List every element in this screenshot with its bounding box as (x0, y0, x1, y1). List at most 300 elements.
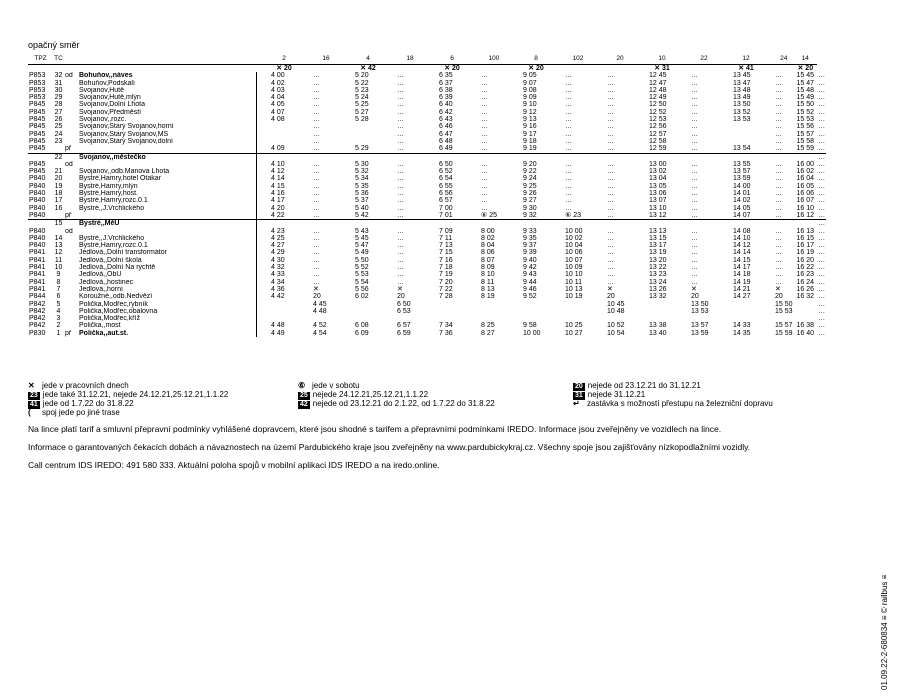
trip-marker: ✕ 20 (444, 65, 460, 72)
time-cell: 5 52 (355, 264, 369, 272)
flag-cell (64, 116, 78, 123)
stop-name: Bystré,Hamry,mlýn (79, 182, 138, 190)
time-cell: … (313, 234, 320, 242)
timetable-row: P853 32 od Bohuňov,,náves 4 00 … 5 20 … 6 35 … 9 05 … … 12 45 … 13 45 … 15 45 … (29, 72, 826, 80)
time-cell (732, 131, 760, 138)
time-cell: … (397, 256, 404, 264)
time-cell: … (397, 94, 404, 102)
tpz-cell: P844 (29, 293, 46, 301)
time-cell: 4 10 (271, 160, 285, 168)
timetable-row: P840 18 Bystré,Hamry,host. 4 16 … 5 36 … 6 56 … 9 26 … … 13 06 … 14 01 … 16 06 … (29, 190, 826, 198)
time-cell (732, 220, 760, 228)
time-cell (270, 308, 298, 315)
time-cell: 4 33 (271, 271, 285, 279)
time-cell: … (313, 204, 320, 212)
time-cell: 10 48 (607, 307, 625, 315)
time-cell: 13 50 (691, 300, 709, 308)
time-cell: … (607, 123, 614, 131)
tc-cell: 17 (54, 197, 63, 205)
time-cell: 7 22 (439, 285, 453, 293)
time-cell: 9 20 (523, 160, 537, 168)
time-cell: 6 54 (439, 175, 453, 183)
tpz-cell: P830 (29, 329, 46, 337)
time-cell: 4 09 (271, 145, 285, 153)
stop-name: Jedlová,,ObÚ (79, 271, 122, 279)
tpz-cell: P841 (29, 278, 46, 286)
time-cell: 14 27 (733, 293, 751, 301)
tc-cell: 14 (54, 234, 63, 242)
time-cell (354, 301, 382, 308)
time-cell: … (691, 72, 698, 80)
time-cell: … (481, 94, 488, 102)
legend-item: 23 jede také 31.12.21, nejede 24.12.21,25.12.21,1.1.22 (30, 390, 229, 399)
stop-name: Bohuňov,Podskalí (79, 79, 135, 87)
time-cell: 15 47 (796, 79, 815, 87)
time-cell: 4 20 (271, 204, 285, 212)
flag-cell (64, 109, 78, 116)
time-cell: 4 15 (271, 182, 285, 190)
time-cell: 13 15 (649, 234, 667, 242)
tc-cell: 7 (56, 285, 61, 293)
time-cell: 16 23 (796, 271, 815, 279)
time-cell (396, 153, 424, 161)
stop-name: Bystré,,J.Vrchlického (79, 204, 145, 212)
stop-name (78, 145, 256, 153)
stop-name: Jedlová,,Dolní transformátor (79, 249, 167, 257)
time-cell: … (397, 211, 404, 219)
flag-cell (64, 235, 78, 242)
time-cell: … (397, 168, 404, 176)
time-cell: 15 50 (775, 300, 793, 308)
tc-cell: 20 (54, 175, 63, 183)
time-cell: 9 35 (523, 234, 537, 242)
tc-cell: 6 (56, 293, 61, 301)
time-cell: … (607, 249, 614, 257)
tpz-cell: P840 (29, 175, 46, 183)
time-cell (732, 153, 760, 161)
time-cell: … (775, 168, 782, 176)
stop-name: Jedlová,,Dolní Na rychtě (79, 264, 156, 272)
time-cell: 6 48 (439, 137, 453, 145)
flag-cell (64, 123, 78, 130)
tpz-cell: P845 (29, 123, 46, 131)
time-cell (732, 315, 760, 322)
time-cell (354, 315, 382, 322)
time-cell (522, 220, 550, 228)
time-cell: 13 04 (649, 175, 667, 183)
time-cell: … (607, 234, 614, 242)
time-cell: 13 55 (733, 160, 751, 168)
time-cell: … (313, 182, 320, 190)
tpz-cell: P840 (29, 204, 46, 212)
time-cell (270, 153, 298, 161)
time-cell: 9 22 (523, 168, 537, 176)
tc-cell (53, 228, 64, 235)
tc-cell: 5 (56, 300, 61, 308)
time-cell: 13 05 (649, 182, 667, 190)
time-cell: 14 08 (733, 227, 751, 235)
time-cell: … (691, 79, 698, 87)
time-cell: … (691, 94, 698, 102)
flag-cell (64, 190, 78, 197)
time-cell (648, 220, 676, 228)
time-cell: … (607, 175, 614, 183)
time-cell: 13 48 (733, 86, 751, 94)
time-cell: … (565, 175, 572, 183)
time-cell (354, 308, 382, 315)
time-cell: 12 53 (649, 116, 667, 124)
time-cell: … (565, 190, 572, 198)
time-cell: 13 17 (649, 242, 667, 250)
legend-item: 31 nejede 31.12.21 (575, 390, 646, 399)
time-cell: 13 52 (733, 108, 751, 116)
time-cell: … (607, 278, 614, 286)
trip-marker: ✕ 20 (528, 65, 544, 72)
tpz-cell: P841 (29, 249, 46, 257)
time-cell (732, 138, 760, 145)
time-cell: 13 49 (733, 94, 751, 102)
time-cell: … (691, 168, 698, 176)
trip-marker: ✕ 31 (654, 65, 670, 72)
tc-cell: 24 (54, 130, 63, 138)
stop-name: Svojanov,,odb.Manova Lhota (79, 168, 170, 176)
time-cell: 13 54 (733, 145, 751, 153)
time-cell: 14 01 (733, 190, 751, 198)
time-cell: … (397, 227, 404, 235)
time-cell: 6 49 (439, 145, 453, 153)
time-cell: 5 20 (355, 72, 369, 80)
time-cell: 4 00 (271, 72, 285, 80)
timetable (28, 55, 826, 337)
time-cell: 9 25 (523, 182, 537, 190)
time-cell: 10 13 (565, 285, 583, 293)
flag-cell: od (65, 72, 73, 80)
legend-item: 25 nejede 24.12.21,25.12.21,1.1.22 (300, 390, 429, 399)
timetable-row: P845 od 4 10 … 5 30 … 6 50 … 9 20 … … 13 00 … 13 55 … 16 00 … (29, 160, 826, 168)
time-cell (606, 153, 634, 161)
time-cell: … (313, 227, 320, 235)
time-cell: 15 52 (796, 108, 815, 116)
time-cell: 20 (397, 293, 405, 301)
timetable-row: P841 10 Jedlová,,Dolní Na rychtě 4 32 … 5 52 … 7 18 8 09 9 42 10 09 … 13 22 … 14 17 … 16 22 … (29, 264, 826, 272)
note-tariff: Na lince platí tarif a smluvní přepravní podmínky vyhlášené dopravcem, které jsou shodné s tarifem a přepravními podmínkami IREDO. Informace jsou zveřejněny ve vozidlech na lince. (28, 424, 722, 434)
time-cell: 5 40 (355, 204, 369, 212)
tpz-cell: P845 (29, 145, 46, 153)
time-cell: 14 19 (733, 278, 751, 286)
time-cell: 4 08 (271, 116, 285, 124)
time-cell: 14 15 (733, 256, 751, 264)
time-cell: 13 59 (691, 329, 709, 337)
timetable-row: 15 Bystré,,MěÚ … (28, 220, 826, 228)
time-cell: … (775, 160, 782, 168)
time-cell: 8 00 (481, 227, 495, 235)
time-cell: 9 30 (523, 204, 537, 212)
time-cell: 7 19 (439, 271, 453, 279)
tpz-cell: P853 (29, 86, 46, 94)
time-cell: ✕ (397, 285, 403, 293)
time-cell: … (691, 264, 698, 272)
timetable-row: P840 16 Bystré,,J.Vrchlického 4 20 … 5 40 … 7 00 … 9 30 … … 13 10 … 14 05 … 16 10 … (29, 204, 826, 212)
time-cell: … (607, 182, 614, 190)
tc-cell: 11 (54, 256, 63, 264)
stop-name: Bystré,Hamry,rozc.0.1 (79, 242, 148, 250)
time-cell: 4 54 (313, 329, 327, 337)
time-cell: 10 00 (523, 329, 541, 337)
trip-header: 18 (396, 55, 424, 65)
time-cell: 5 23 (355, 86, 369, 94)
time-cell: … (691, 116, 698, 124)
time-cell: … (607, 242, 614, 250)
time-cell: 9 10 (523, 101, 537, 109)
time-cell: 12 50 (649, 101, 667, 109)
time-cell: … (775, 211, 782, 219)
tpz-cell: P853 (29, 79, 46, 87)
timetable-row: P842 3 Polička,Modřec,kříž … (29, 315, 826, 323)
tc-cell: 4 (56, 307, 61, 315)
time-cell: … (565, 72, 572, 80)
timetable-row: P840 14 Bystré,,J.Vrchlického 4 25 … 5 45 … 7 11 8 02 9 35 10 02 … 13 15 … 14 10 … 16 15 … (29, 234, 826, 242)
time-cell: 12 48 (649, 86, 667, 94)
print-code: 01.09.22-2-680834 ≡ © railbus ≡ (880, 574, 889, 690)
time-cell: … (607, 116, 614, 124)
time-cell: … (397, 278, 404, 286)
tpz-cell: P842 (29, 322, 46, 330)
time-cell: … (775, 271, 782, 279)
legend-item: ⑥ jede v sobotu (298, 381, 360, 390)
time-cell (690, 153, 718, 161)
time-cell: … (313, 278, 320, 286)
tpz-cell: P841 (29, 285, 46, 293)
legend-item: ↵ zastávka s možností přestupu na železniční dopravu (573, 399, 773, 408)
time-cell: 4 02 (271, 79, 285, 87)
tpz-cell: P842 (29, 307, 46, 315)
time-cell: 5 43 (355, 227, 369, 235)
timetable-row: P842 2 Polička,,most 4 48 4 52 6 08 6 57 7 34 8 25 9 58 10 25 10 52 13 38 13 57 14 33 15 57 16 38 … (29, 322, 826, 330)
time-cell: 13 57 (691, 322, 709, 330)
time-cell: … (313, 137, 320, 145)
time-cell: 5 35 (355, 182, 369, 190)
time-cell (354, 123, 382, 130)
stop-name: Svojanov,Starý Svojanov,dolní (79, 137, 173, 145)
time-cell: 7 01 (439, 211, 453, 219)
time-cell (606, 220, 634, 228)
time-cell: … (397, 116, 404, 124)
time-cell: 20 (775, 293, 783, 301)
time-cell: 6 46 (439, 123, 453, 131)
timetable-row: P845 23 Svojanov,Starý Svojanov,dolní … … 6 48 … 9 18 … … 12 58 … … 15 58 … (29, 137, 826, 145)
time-cell: … (691, 278, 698, 286)
timetable-row: P840 od 4 23 … 5 43 … 7 09 8 00 9 33 10 00 … 13 13 … 14 08 … 16 13 … (29, 227, 826, 235)
time-cell: … (775, 278, 782, 286)
legend-item: 20 nejede od 23.12.21 do 31.12.21 (575, 381, 701, 390)
time-cell: 15 50 (796, 101, 815, 109)
time-cell: ✕ (775, 285, 781, 293)
timetable-row: P845 26 Svojanov,,rozc. 4 08 … 5 28 … 6 43 … 9 13 … … 12 53 … 13 53 … 15 53 … (29, 116, 826, 124)
time-cell: 9 26 (523, 190, 537, 198)
time-cell: … (775, 79, 782, 87)
flag-cell (64, 308, 78, 315)
time-cell: … (397, 123, 404, 131)
time-cell: 20 (313, 293, 321, 301)
time-cell: … (607, 256, 614, 264)
time-cell: ✕ (313, 285, 319, 293)
time-cell: … (397, 242, 404, 250)
tpz-cell: P853 (29, 72, 46, 80)
time-cell: 6 50 (397, 300, 411, 308)
time-cell: 9 16 (523, 123, 537, 131)
time-cell: … (565, 204, 572, 212)
time-cell: 12 52 (649, 108, 667, 116)
time-cell: 16 32 (796, 293, 815, 301)
time-cell: 13 22 (649, 264, 667, 272)
time-cell: … (691, 130, 698, 138)
trip-header: 10 (648, 55, 676, 65)
time-cell: ✕ (607, 285, 613, 293)
time-cell: 6 59 (397, 329, 411, 337)
flag-cell: př (65, 211, 72, 219)
time-cell: 16 13 (796, 227, 815, 235)
time-cell: 10 06 (565, 249, 583, 257)
time-cell (522, 153, 550, 161)
tpz-cell: P845 (29, 108, 46, 116)
time-cell (648, 301, 676, 308)
time-cell: 9 40 (523, 256, 537, 264)
stop-name: Polička,,aut.st. (79, 329, 129, 337)
time-cell: 6 40 (439, 101, 453, 109)
flag-cell (64, 315, 78, 322)
time-cell: 5 54 (355, 278, 369, 286)
stop-name (78, 161, 256, 168)
time-cell: ⑥ 25 (481, 211, 498, 219)
time-cell: 13 50 (733, 101, 751, 109)
time-cell: 9 09 (523, 94, 537, 102)
time-cell (480, 220, 508, 228)
time-cell: … (691, 227, 698, 235)
timetable-row: P853 31 Bohuňov,Podskalí 4 02 … 5 22 … 6 37 … 9 07 … … 12 47 … 13 47 … 15 47 … (29, 79, 826, 87)
timetable-row: P845 25 Svojanov,Starý Svojanov,horní … … 6 46 … 9 16 … … 12 56 … … 15 56 … (29, 123, 826, 131)
time-cell: 7 13 (439, 242, 453, 250)
tpz-cell: P845 (29, 101, 46, 109)
time-cell: 10 02 (565, 234, 583, 242)
time-cell: 5 29 (355, 145, 369, 153)
time-cell: 16 00 (796, 160, 815, 168)
time-cell: 4 42 (271, 293, 285, 301)
time-cell: 14 33 (733, 322, 751, 330)
time-cell: … (691, 86, 698, 94)
time-cell: 16 38 (796, 322, 815, 330)
time-cell: 6 57 (397, 322, 411, 330)
tc-cell: 3 (56, 315, 61, 323)
time-cell: 5 37 (355, 197, 369, 205)
time-cell: 6 08 (355, 322, 369, 330)
time-cell: 7 16 (439, 256, 453, 264)
time-cell: … (397, 175, 404, 183)
time-cell: 9 43 (523, 271, 537, 279)
time-cell: 16 06 (796, 190, 815, 198)
time-cell: … (565, 94, 572, 102)
time-cell: 20 (607, 293, 615, 301)
time-cell: 10 19 (565, 293, 583, 301)
time-cell: … (313, 108, 320, 116)
time-cell: … (565, 123, 572, 131)
time-cell: 6 53 (397, 307, 411, 315)
time-cell: … (565, 137, 572, 145)
time-cell: 7 28 (439, 293, 453, 301)
time-cell: … (481, 197, 488, 205)
time-cell: 10 04 (565, 242, 583, 250)
trip-marker: ✕ 20 (276, 65, 292, 72)
time-cell (796, 308, 816, 315)
time-cell: … (313, 160, 320, 168)
time-cell: 14 18 (733, 271, 751, 279)
time-cell: … (565, 197, 572, 205)
timetable-row: P842 4 Polička,Modřec,obalovna 4 48 6 53 10 48 13 53 15 53 … (29, 307, 826, 315)
time-cell: … (607, 108, 614, 116)
time-cell: … (397, 234, 404, 242)
time-cell (564, 153, 592, 161)
tc-cell: 29 (54, 94, 63, 102)
tpz-header: TPZ (28, 55, 53, 65)
time-cell: 6 35 (439, 72, 453, 80)
legend-item: ( spoj jede po jiné trase (28, 408, 120, 417)
time-cell: 14 14 (733, 249, 751, 257)
flag-cell (64, 197, 78, 204)
time-cell: 5 25 (355, 101, 369, 109)
note-connections: Informace o garantovaných čekacích dobách a návaznostech na území Pardubického kraje jsou zveřejněny na www.pardubickykraj.cz. Všechny spoje jsou zajišťovány nízkopodlažními vozidly. (28, 442, 751, 452)
time-cell: … (607, 130, 614, 138)
tpz-cell (28, 153, 53, 161)
timetable-row: P840 17 Bystré,Hamry,rozc.0.1 4 17 … 5 37 … 6 57 … 9 27 … … 13 07 … 14 02 … 16 07 … (29, 197, 826, 205)
tc-cell: 21 (54, 168, 63, 176)
time-cell: … (397, 108, 404, 116)
time-cell: 12 45 (649, 72, 667, 80)
tc-cell: 25 (54, 123, 63, 131)
time-cell: … (607, 137, 614, 145)
legend-item: ✕ jede v pracovních dnech (28, 381, 129, 390)
stop-name: Bystré,,J.Vrchlického (79, 234, 145, 242)
flag-cell (64, 279, 78, 286)
tpz-cell: P841 (29, 256, 46, 264)
tc-cell: 30 (54, 86, 63, 94)
time-cell: 13 32 (649, 293, 667, 301)
time-cell (438, 220, 466, 228)
time-cell: … (565, 86, 572, 94)
time-cell (648, 308, 676, 315)
time-cell (270, 220, 298, 228)
note-callcentre: Call centrum IDS IREDO: 491 580 333. Aktuální poloha spojů v mobilní aplikaci IDS IREDO a na iredo.online. (28, 460, 440, 470)
time-cell: 4 16 (271, 190, 285, 198)
time-cell: 4 17 (271, 197, 285, 205)
time-cell: 4 14 (271, 175, 285, 183)
time-cell: 14 10 (733, 234, 751, 242)
time-cell: … (691, 182, 698, 190)
time-cell: … (775, 190, 782, 198)
time-cell: 12 59 (649, 145, 667, 153)
time-cell: 10 00 (565, 227, 583, 235)
tpz-cell: P841 (29, 264, 46, 272)
tpz-cell: P845 (29, 130, 46, 138)
legend-item: 42 nejede od 23.12.21 do 2.1.22, od 1.7.22 do 31.8.22 (300, 399, 495, 408)
time-cell (480, 308, 508, 315)
time-cell: 7 00 (439, 204, 453, 212)
time-cell: … (565, 108, 572, 116)
time-cell: 13 20 (649, 256, 667, 264)
time-cell: 4 04 (271, 94, 285, 102)
time-cell (270, 315, 298, 322)
trip-header: 16 (312, 55, 340, 65)
time-cell: 5 36 (355, 190, 369, 198)
time-cell: … (313, 130, 320, 138)
